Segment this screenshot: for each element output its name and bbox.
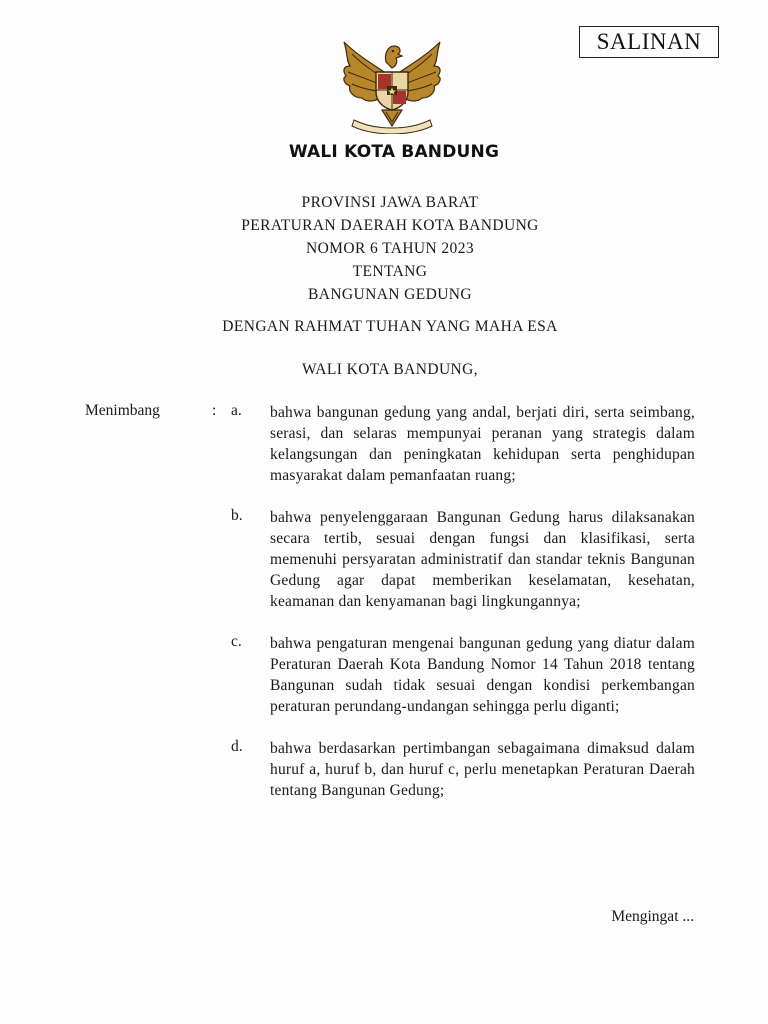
- garuda-pancasila-emblem-icon: [336, 36, 448, 134]
- consideration-text-b: bahwa penyelenggaraan Bangunan Gedung harus dilaksanakan secara tertib, sesuai dengan fungsi dan klasifikasi, serta memenuhi persyaratan administratif dan standar teknis Bangunan Gedung agar dapat memberikan keselamatan, kesehatan, keamanan dan kenyamanan bagi lingkungannya;: [270, 509, 695, 610]
- consideration-marker-c: c.: [231, 633, 242, 650]
- consideration-text-d: bahwa berdasarkan pertimbangan sebagaimana dimaksud dalam huruf a, huruf b, dan huruf c, perlu menetapkan Peraturan Daerah tentang Bangunan Gedung;: [270, 740, 695, 799]
- salinan-stamp: [579, 26, 719, 58]
- salinan-stamp-text: SALINAN: [596, 29, 702, 54]
- next-page-catchword: Mengingat ...: [611, 908, 694, 925]
- consideration-marker-b: b.: [231, 507, 243, 524]
- regulation-number: NOMOR 6 TAHUN 2023: [306, 240, 474, 257]
- consideration-text-a: bahwa bangunan gedung yang andal, berjati diri, serta seimbang, serasi, dan selaras mempunyai peranan yang strategis dalam kelangsungan dan peningkatan kehidupan serta penghidupan masyarakat dalam pemanfaatan ruang;: [270, 404, 695, 484]
- consideration-marker-a: a.: [231, 402, 242, 419]
- regulation-header: [0, 191, 768, 306]
- addressee-line: WALI KOTA BANDUNG,: [301, 361, 478, 378]
- office-title: WALI KOTA BANDUNG: [288, 142, 500, 162]
- considerations-label: Menimbang: [85, 402, 160, 419]
- invocation-line: DENGAN RAHMAT TUHAN YANG MAHA ESA: [222, 318, 558, 335]
- province-line: PROVINSI JAWA BARAT: [301, 194, 479, 211]
- considerations-separator: :: [212, 402, 217, 419]
- consideration-marker-d: d.: [231, 738, 243, 755]
- consideration-text-c: bahwa pengaturan mengenai bangunan gedung yang diatur dalam Peraturan Daerah Kota Bandung Nomor 14 Tahun 2018 tentang Bangunan sudah tidak sesuai dengan kondisi perkembangan peraturan perundang-undangan sehingga perlu diganti;: [270, 635, 695, 715]
- about-line: TENTANG: [352, 263, 428, 280]
- regulation-subject: BANGUNAN GEDUNG: [307, 286, 472, 303]
- regulation-line: PERATURAN DAERAH KOTA BANDUNG: [241, 217, 539, 234]
